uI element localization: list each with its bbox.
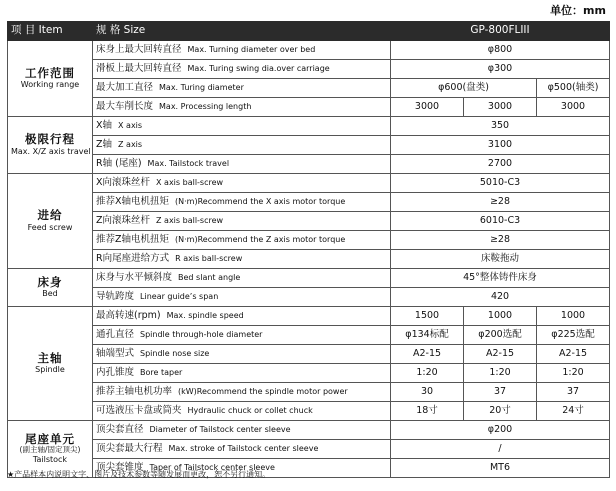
unit-label: 单位：mm (550, 4, 606, 17)
spec-row (8, 79, 610, 98)
category-zh: 极限行程 (25, 132, 75, 147)
param-cell (93, 174, 391, 193)
param-en: Max. Tailstock travel (147, 158, 230, 168)
param-en: Z axis (118, 139, 143, 149)
value-cell: 1:20 (537, 364, 610, 383)
spec-row (8, 345, 610, 364)
param-en: (N·m)Recommend the Z axis motor torque (175, 234, 346, 244)
param-zh: 通孔直径 (96, 328, 135, 340)
value-cell: 1:20 (464, 364, 537, 383)
param-cell (93, 440, 391, 459)
spec-row (8, 212, 610, 231)
param-en: Spindle nose size (140, 348, 210, 358)
value-cell: φ200 (391, 421, 610, 440)
value-cell: 3100 (391, 136, 610, 155)
param-zh: Z向滚珠丝杆 (96, 214, 151, 226)
value-cell: 37 (537, 383, 610, 402)
param-cell (93, 79, 391, 98)
param-zh: R轴 (尾座) (96, 157, 142, 169)
param-zh: 内孔锥度 (96, 366, 135, 378)
param-cell (93, 136, 391, 155)
value-cell: 3000 (464, 98, 537, 117)
spec-table (7, 21, 610, 478)
footnote: ★产品样本内说明文字、图片及技术参数等随发展而更改，恕不另行通知。 (7, 470, 271, 479)
spec-row (8, 307, 610, 326)
value-cell: φ225选配 (537, 326, 610, 345)
category-zh: 主轴 (37, 350, 63, 365)
value-cell: φ600(盘类) (391, 79, 537, 98)
param-en: Bed slant angle (178, 272, 241, 282)
param-zh: 顶尖套锥度 (96, 461, 144, 473)
param-zh: 轴端型式 (96, 347, 135, 359)
category-sub: (副主轴/固定顶尖) (19, 444, 81, 454)
spec-row (8, 155, 610, 174)
value-cell: φ134标配 (391, 326, 464, 345)
param-en: Hydraulic chuck or collet chuck (187, 405, 313, 415)
param-zh: 床身与水平倾斜度 (96, 271, 173, 283)
param-cell (93, 212, 391, 231)
param-zh: 最大加工直径 (96, 81, 154, 93)
param-en: Max. stroke of Tailstock center sleeve (168, 443, 319, 453)
spec-row (8, 117, 610, 136)
param-cell (93, 193, 391, 212)
value-cell: 420 (391, 288, 610, 307)
spec-row (8, 402, 610, 421)
category-cell (8, 174, 93, 269)
spec-row (8, 231, 610, 250)
param-zh: 可选液压卡盘或筒夹 (96, 404, 182, 416)
spec-row (8, 383, 610, 402)
header-row (8, 22, 610, 41)
value-cell: MT6 (391, 459, 610, 478)
value-cell: A2-15 (537, 345, 610, 364)
param-zh: Z轴 (96, 138, 113, 150)
value-cell: 1500 (391, 307, 464, 326)
category-zh: 工作范围 (25, 65, 75, 80)
category-en: Feed screw (27, 222, 73, 232)
header-item: 项 目 Item (8, 22, 93, 41)
value-cell: 3000 (391, 98, 464, 117)
param-en: (N·m)Recommend the X axis motor torque (175, 196, 346, 206)
value-cell: 床鞍拖动 (391, 250, 610, 269)
param-cell (93, 421, 391, 440)
param-zh: 导轨跨度 (96, 290, 135, 302)
spec-body (8, 41, 610, 478)
spec-row (8, 136, 610, 155)
spec-row (8, 174, 610, 193)
param-en: (kW)Recommend the spindle motor power (178, 386, 348, 396)
param-zh: 推荐主轴电机功率 (96, 385, 173, 397)
param-cell (93, 364, 391, 383)
category-en: Max. X/Z axis travel (11, 146, 91, 156)
value-cell: 350 (391, 117, 610, 136)
param-cell (93, 383, 391, 402)
param-cell (93, 231, 391, 250)
spec-row (8, 326, 610, 345)
category-cell (8, 269, 93, 307)
param-en: X axis ball-screw (156, 177, 224, 187)
category-zh: 进给 (37, 208, 63, 223)
value-cell: φ500(轴类) (537, 79, 610, 98)
header-model: GP-800FLIII (391, 22, 610, 41)
param-zh: X轴 (96, 119, 113, 131)
param-cell (93, 41, 391, 60)
param-cell (93, 98, 391, 117)
value-cell: 20寸 (464, 402, 537, 421)
param-en: Bore taper (140, 367, 183, 377)
param-en: Max. Turning diameter over bed (187, 44, 316, 54)
param-zh: X向滚珠丝杆 (96, 176, 151, 188)
spec-row (8, 269, 610, 288)
category-zh: 床身 (37, 274, 63, 289)
value-cell: 24寸 (537, 402, 610, 421)
category-en: Working range (20, 80, 80, 90)
value-cell: ≥28 (391, 231, 610, 250)
param-cell (93, 326, 391, 345)
value-cell: 6010-C3 (391, 212, 610, 231)
value-cell: 2700 (391, 155, 610, 174)
param-cell (93, 402, 391, 421)
value-cell: 5010-C3 (391, 174, 610, 193)
value-cell: 45°整体铸件床身 (391, 269, 610, 288)
param-cell (93, 155, 391, 174)
value-cell: 1000 (537, 307, 610, 326)
param-zh: 最高转速(rpm) (96, 309, 161, 321)
param-cell (93, 307, 391, 326)
param-en: Max. spindle speed (166, 310, 244, 320)
param-cell (93, 288, 391, 307)
category-cell (8, 41, 93, 117)
param-zh: 顶尖套直径 (96, 423, 144, 435)
param-zh: 滑板上最大回转直径 (96, 62, 182, 74)
value-cell: A2-15 (464, 345, 537, 364)
value-cell: / (391, 440, 610, 459)
header-size: 规 格 Size (93, 22, 391, 41)
value-cell: 30 (391, 383, 464, 402)
spec-row (8, 250, 610, 269)
value-cell: 1:20 (391, 364, 464, 383)
spec-row (8, 364, 610, 383)
param-en: R axis ball-screw (175, 253, 243, 263)
spec-row (8, 60, 610, 79)
category-cell (8, 307, 93, 421)
param-zh: R向尾座进给方式 (96, 252, 170, 264)
param-zh: 推荐Z轴电机扭矩 (96, 233, 170, 245)
param-en: Max. Turing swing dia.over carriage (187, 63, 330, 73)
value-cell: A2-15 (391, 345, 464, 364)
param-en: Taper of Tailstock center sleeve (149, 462, 275, 472)
param-en: Max. Processing length (159, 101, 252, 111)
param-cell (93, 269, 391, 288)
param-zh: 最大车削长度 (96, 100, 154, 112)
param-cell (93, 250, 391, 269)
value-cell: 1000 (464, 307, 537, 326)
category-zh: 尾座单元 (25, 432, 75, 447)
value-cell: ≥28 (391, 193, 610, 212)
value-cell: 3000 (537, 98, 610, 117)
param-en: Spindle through-hole diameter (140, 329, 263, 339)
param-cell (93, 345, 391, 364)
spec-row (8, 98, 610, 117)
spec-row (8, 288, 610, 307)
param-zh: 顶尖套最大行程 (96, 442, 163, 454)
value-cell: 37 (464, 383, 537, 402)
category-en: Tailstock (32, 455, 68, 465)
value-cell: φ200选配 (464, 326, 537, 345)
spec-row (8, 440, 610, 459)
param-zh: 推荐X轴电机扭矩 (96, 195, 170, 207)
value-cell: 18寸 (391, 402, 464, 421)
category-cell (8, 117, 93, 174)
spec-row (8, 41, 610, 60)
param-en: Z axis ball-screw (156, 215, 224, 225)
param-en: Max. Turing diameter (159, 82, 244, 92)
value-cell: φ300 (391, 60, 610, 79)
spec-row (8, 193, 610, 212)
param-cell (93, 117, 391, 136)
param-en: X axis (118, 120, 143, 130)
spec-row (8, 421, 610, 440)
category-en: Bed (42, 289, 58, 299)
param-cell (93, 60, 391, 79)
category-en: Spindle (35, 365, 65, 375)
value-cell: φ800 (391, 41, 610, 60)
param-en: Diameter of Tailstock center sleeve (149, 424, 291, 434)
param-en: Linear guide’s span (140, 291, 219, 301)
param-zh: 床身上最大回转直径 (96, 43, 182, 55)
